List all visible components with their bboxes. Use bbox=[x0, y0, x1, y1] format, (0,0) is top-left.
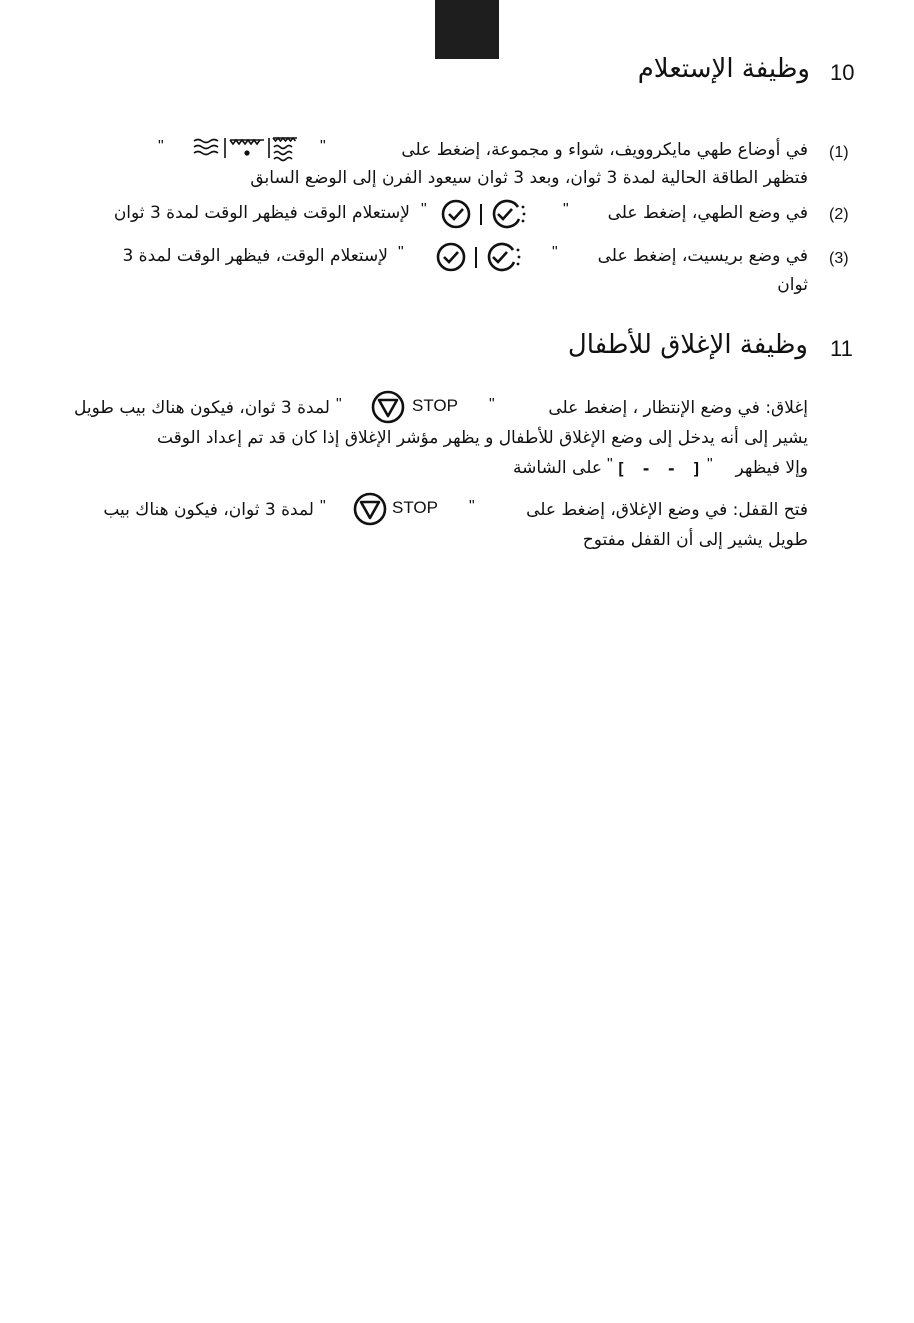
unlock-text-b: لمدة 3 ثوان، فيكون هناك بيب bbox=[103, 500, 314, 520]
mode-icons bbox=[192, 134, 300, 162]
lock-text-b: لمدة 3 ثوان، فيكون هناك بيب طويل bbox=[74, 398, 330, 418]
unlock-text-line2: طويل يشير إلى أن القفل مفتوح bbox=[582, 530, 808, 550]
item-2-text-b: لإستعلام الوقت فيظهر الوقت لمدة 3 ثوان bbox=[113, 203, 410, 223]
quote-open: " bbox=[320, 138, 326, 155]
grill-icon bbox=[230, 140, 264, 155]
quote-close: " bbox=[320, 498, 326, 515]
item-1-text-b: فتظهر الطاقة الحالية لمدة 3 ثوان، وبعد 3 ثوان سيعود الفرن إلى الوضع السابق bbox=[250, 168, 808, 188]
section-11-title: وظيفة الإغلاق للأطفال bbox=[567, 330, 808, 360]
clock-query-icon bbox=[438, 244, 464, 270]
quote-open: " bbox=[489, 396, 495, 413]
quote-close: " bbox=[336, 396, 342, 413]
microwave-icon bbox=[194, 140, 218, 155]
item-3-text-b: لإستعلام الوقت، فيظهر الوقت لمدة 3 bbox=[122, 246, 388, 266]
quote-close: " bbox=[398, 244, 404, 261]
item-2-label: (2) bbox=[829, 206, 849, 223]
timer-icons bbox=[435, 241, 535, 273]
lock-text-line3b: على الشاشة bbox=[513, 458, 602, 478]
quote-open: " bbox=[552, 244, 558, 261]
item-3-label: (3) bbox=[829, 250, 849, 267]
page-tab-marker bbox=[435, 0, 499, 59]
check-timer-icon bbox=[494, 201, 525, 227]
lock-text-line2: يشير إلى أنه يدخل إلى وضع الإغلاق للأطفال و يظهر مؤشر الإغلاق إذا كان قد تم إعداد الوقت bbox=[156, 428, 808, 448]
check-timer-icon bbox=[489, 244, 520, 270]
combination-icon bbox=[273, 138, 297, 161]
section-10-number: 10 bbox=[830, 60, 855, 85]
section-11-number: 11 bbox=[830, 336, 853, 361]
section-10-title: وظيفة الإستعلام bbox=[637, 54, 810, 84]
lock-text-a: إغلاق: في وضع الإنتظار ، إضغط على bbox=[548, 398, 808, 418]
item-2-text-a: في وضع الطهي، إضغط على bbox=[607, 203, 808, 223]
item-1-text-a: في أوضاع طهي مايكروويف، شواء و مجموعة، إضغط على bbox=[401, 140, 808, 160]
item-3-text-a: في وضع بريسيت، إضغط على bbox=[597, 246, 808, 266]
stop-label: STOP bbox=[412, 396, 458, 415]
quote-close: " bbox=[158, 138, 164, 155]
quote-open: " bbox=[563, 201, 569, 218]
clock-query-icon bbox=[443, 201, 469, 227]
timer-icons bbox=[440, 198, 540, 230]
item-1-label: (1) bbox=[829, 144, 849, 161]
quote-open: " bbox=[469, 498, 475, 515]
quote-open: " bbox=[707, 456, 713, 473]
stop-label: STOP bbox=[392, 498, 438, 517]
lock-display-symbol: [ - - ] bbox=[616, 459, 705, 478]
stop-icon bbox=[370, 389, 406, 425]
quote-close: " bbox=[607, 456, 613, 473]
unlock-text-a: فتح القفل: في وضع الإغلاق، إضغط على bbox=[526, 500, 808, 520]
item-3-text-c: ثوان bbox=[777, 275, 808, 295]
quote-close: " bbox=[421, 201, 427, 218]
stop-icon bbox=[352, 491, 388, 527]
lock-text-line3a: وإلا فيظهر bbox=[735, 458, 808, 478]
